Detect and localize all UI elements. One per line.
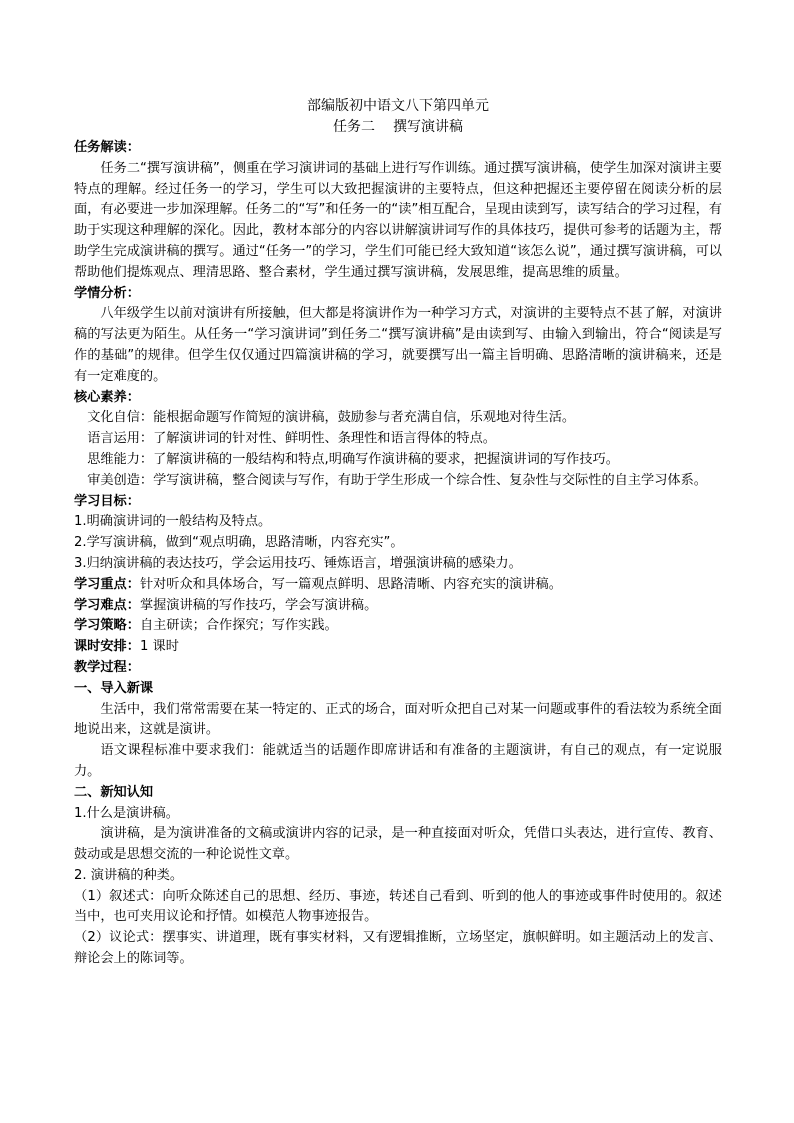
speech-type-narrative: （1）叙述式：向听众陈述自己的思想、经历、事迹，转述自己看到、听到的他人的事迹或事件时使用的。叙述当中，也可夹用议论和抒情。如模范人物事迹报告。 <box>74 888 722 925</box>
learning-strategy <box>74 616 722 637</box>
goal-item: 2.学写演讲稿，做到“观点明确，思路清晰，内容充实”。 <box>74 535 404 551</box>
speech-definition-text: 演讲稿，是为演讲准备的文稿或演讲内容的记录，是一种直接面对听众，凭借口头表达，进行宣传、教育、鼓动或是思想交流的一种论说性文章。 <box>74 826 722 863</box>
part1-paragraph: 语文课程标准中要求我们：能就适当的话题作即席讲话和有准备的主题演讲，有自己的观点，有一定说服力。 <box>74 743 722 779</box>
speech-type-argumentative: （2）议论式：摆事实、讲道理，既有事实材料，又有逻辑推断，立场坚定，旗帜鲜明。如主题活动上的发言、辩论会上的陈词等。 <box>74 930 722 967</box>
part1-paragraph: 生活中，我们常常需要在某一特定的、正式的场合，面对听众把自己对某一问题或事件的看法较为系统全面地说出来，这就是演讲。 <box>74 701 722 738</box>
goal-item: 1.明确演讲词的一般结构及特点。 <box>74 514 272 530</box>
core-literacy-heading: 核心素养： <box>74 389 140 405</box>
learning-difficulty-text: 掌握演讲稿的写作技巧，学会写演讲稿。 <box>139 597 378 613</box>
learner-analysis-text: 八年级学生以前对演讲有所接触，但大都是将演讲作为一种学习方式，对演讲的主要特点不甚了解，对演讲稿的写法更为陌生。从任务一“学习演讲词”到任务二“撰写演讲稿”是由读到写、由输入到输出，符合“阅读是写作的基础”的规律。但学生仅仅通过四篇演讲稿的学习，就要撰写出一篇主旨明确、思路清晰的演讲稿来，还是有一定难度的。 <box>74 306 722 384</box>
learning-focus <box>74 575 722 596</box>
document-title-line2 <box>74 117 722 138</box>
question-what-is-speech: 1.什么是演讲稿。 <box>74 805 179 821</box>
part2-heading: 二、新知认知 <box>74 784 154 800</box>
learning-strategy-text: 自主研读；合作探究；写作实践。 <box>139 618 338 634</box>
learning-difficulty <box>74 596 722 617</box>
document-title-line1: 部编版初中语文八下第四单元 <box>307 98 489 114</box>
learner-analysis-heading: 学情分析： <box>74 285 140 301</box>
question-speech-types: 2. 演讲稿的种类。 <box>74 867 184 883</box>
task-name: 撰写演讲稿 <box>393 119 463 135</box>
task-number: 任务二 <box>333 119 375 135</box>
learning-strategy-label: 学习策略： <box>74 618 140 634</box>
core-item-aesthetic: 审美创造：学写演讲稿，整合阅读与写作，有助于学生形成一个综合性、复杂性与交际性的自主学习体系。 <box>87 472 707 488</box>
learning-goals-heading: 学习目标： <box>74 493 140 509</box>
teaching-process-heading: 教学过程： <box>74 659 140 675</box>
core-item-thinking: 思维能力：了解演讲稿的一般结构和特点,明确写作演讲稿的要求，把握演讲词的写作技巧。 <box>87 451 619 467</box>
learning-focus-label: 学习重点： <box>74 576 140 592</box>
learning-difficulty-label: 学习难点： <box>74 597 140 613</box>
learning-focus-text: 针对听众和具体场合，写一篇观点鲜明、思路清晰、内容充实的演讲稿。 <box>139 576 562 592</box>
class-hours-text: 1 课时 <box>139 639 179 655</box>
goal-item: 3.归纳演讲稿的表达技巧，学会运用技巧、锤炼语言，增强演讲稿的感染力。 <box>74 555 522 571</box>
task-interpretation-heading: 任务解读： <box>74 140 140 155</box>
class-hours-label: 课时安排： <box>74 639 140 655</box>
class-hours <box>74 637 722 658</box>
task-interpretation-text: 任务二“撰写演讲稿”，侧重在学习演讲词的基础上进行写作训练。通过撰写演讲稿，使学生加深对演讲主要特点的理解。经过任务一的学习，学生可以大致把握演讲的主要特点，但这种把握还主要停留在阅读分析的层面，有必要进一步加深理解。任务二的“写”和任务一的“读”相互配合，呈现由读到写，读写结合的学习过程，有助于实现这种理解的深化。因此，教材本部分的内容以讲解演讲词写作的具体技巧，提供可参考的话题为主，帮助学生完成演讲稿的撰写。通过“任务一”的学习，学生们可能已经大致知道“该怎么说”，通过撰写演讲稿，可以帮助他们提炼观点、理清思路、整合素材，学生通过撰写演讲稿，发展思维，提高思维的质量。 <box>74 160 722 280</box>
core-item-culture: 文化自信：能根据命题写作简短的演讲稿，鼓励参与者充满自信，乐观地对待生活。 <box>87 410 576 426</box>
part1-heading: 一、导入新课 <box>74 680 154 696</box>
document-page <box>74 96 722 970</box>
core-item-language: 语言运用：了解演讲词的针对性、鲜明性、条理性和语言得体的特点。 <box>87 431 496 447</box>
